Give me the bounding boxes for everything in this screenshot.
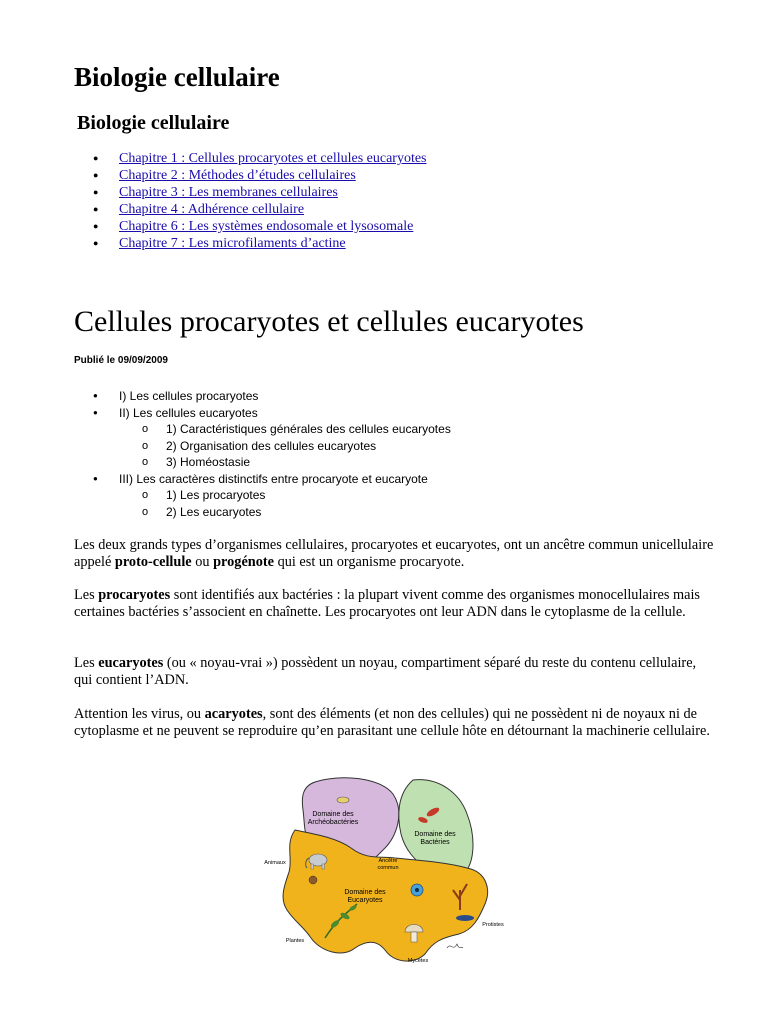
paragraph-procaryotes xyxy=(74,587,714,621)
publish-date: Publié le 09/09/2009 xyxy=(74,355,168,366)
paragraph-text: ou xyxy=(191,554,214,570)
article-outline xyxy=(0,388,451,520)
term-progenote: progénote xyxy=(213,554,274,570)
chapter-link-1[interactable]: Chapitre 1 : Cellules procaryotes et cellules eucaryotes xyxy=(119,151,427,166)
list-item xyxy=(0,235,427,252)
list-item xyxy=(0,167,427,184)
list-item xyxy=(0,184,427,201)
domains-of-life-figure xyxy=(255,772,515,967)
chapter-link-7[interactable]: Chapitre 7 : Les microfilaments d’actine xyxy=(119,236,346,251)
domains-diagram xyxy=(255,772,515,967)
shell-icon xyxy=(309,876,317,884)
paragraph-text: , sont des éléments (et non des cellules) qui ne possèdent ni de noyaux ni de cytoplasme et ne peuvent se reproduire qu’en parasitant une cellule hôte en détournant la machinerie cellulaire. xyxy=(74,706,710,739)
paragraph-intro xyxy=(74,537,714,571)
paragraph-text: Les deux grands types d’organismes cellulaires, procaryotes et eucaryotes, ont un ancêtre commun unicellulaire appelé xyxy=(74,537,714,570)
paragraph-text: sont identifiés aux bactéries : la plupart vivent comme des organismes monocellulaires mais certaines bactéries s’associent en chaînette. Les procaryotes ont leur ADN dans le cytoplasme de la cellule. xyxy=(74,587,700,620)
term-eucaryotes: eucaryotes xyxy=(98,655,164,671)
signature-mark xyxy=(447,944,463,948)
chapter-link-3[interactable]: Chapitre 3 : Les membranes cellulaires xyxy=(119,185,338,200)
outline-subitem: o 1) Caractéristiques générales des cellules eucaryotes xyxy=(0,421,451,438)
archaea-label-2: Archéobactéries xyxy=(307,819,359,826)
paragraph-text: Attention les virus, ou xyxy=(74,706,205,722)
paragraph-text: (ou « noyau-vrai ») possèdent un noyau, compartiment séparé du reste du contenu cellulaire, qui contient l’ADN. xyxy=(74,655,697,688)
term-proto-cellule: proto-cellule xyxy=(114,554,192,570)
outline-item: ● II) Les cellules eucaryotes xyxy=(0,405,451,422)
outline-subitem: o 3) Homéostasie xyxy=(0,454,451,471)
outline-subitem: o 1) Les procaryotes xyxy=(0,487,451,504)
list-item xyxy=(0,218,427,235)
animals-label: Animaux xyxy=(264,860,286,866)
plants-label: Plantes xyxy=(285,938,305,944)
list-item xyxy=(0,150,427,167)
term-acaryotes: acaryotes xyxy=(204,706,263,722)
chapter-list xyxy=(0,150,427,252)
article-title: Cellules procaryotes et cellules eucaryotes xyxy=(74,305,584,338)
archaea-label-1: Domaine des xyxy=(312,811,354,818)
chapter-link-4[interactable]: Chapitre 4 : Adhérence cellulaire xyxy=(119,202,305,217)
bacteria-label-1: Domaine des xyxy=(414,831,456,838)
outline-item: ● I) Les cellules procaryotes xyxy=(0,388,451,405)
archaea-cell-icon xyxy=(337,797,349,803)
term-procaryotes: procaryotes xyxy=(98,587,171,603)
paragraph-text: Les xyxy=(74,655,99,671)
outline-subitem: o 2) Les eucaryotes xyxy=(0,504,451,521)
paragraph-text: Les xyxy=(74,587,99,603)
ancestor-label-1: Ancêtre xyxy=(378,858,398,864)
ancestor-label-2: commun xyxy=(377,865,399,871)
section-heading: Biologie cellulaire xyxy=(77,112,230,134)
eukarya-label-2: Eucaryotes xyxy=(347,897,383,904)
outline-item: ● III) Les caractères distinctifs entre procaryote et eucaryote xyxy=(0,471,451,488)
protist-icon xyxy=(456,915,474,921)
chapter-link-6[interactable]: Chapitre 6 : Les systèmes endosomale et lysosomale xyxy=(119,219,414,234)
paragraph-eucaryotes xyxy=(74,655,714,689)
fungi-label: Mycètes xyxy=(407,958,429,964)
bacteria-label-2: Bactéries xyxy=(420,839,450,846)
page-title: Biologie cellulaire xyxy=(74,62,280,92)
chapter-link-2[interactable]: Chapitre 2 : Méthodes d’études cellulaires xyxy=(119,168,356,183)
outline-subitem: o 2) Organisation des cellules eucaryotes xyxy=(0,438,451,455)
paragraph-text: qui est un organisme procaryote. xyxy=(274,554,465,570)
list-item xyxy=(0,201,427,218)
nucleus-dot xyxy=(415,888,419,892)
eukarya-label-1: Domaine des xyxy=(344,889,386,896)
paragraph-acaryotes xyxy=(74,706,714,740)
protists-label: Protistes xyxy=(482,922,504,928)
